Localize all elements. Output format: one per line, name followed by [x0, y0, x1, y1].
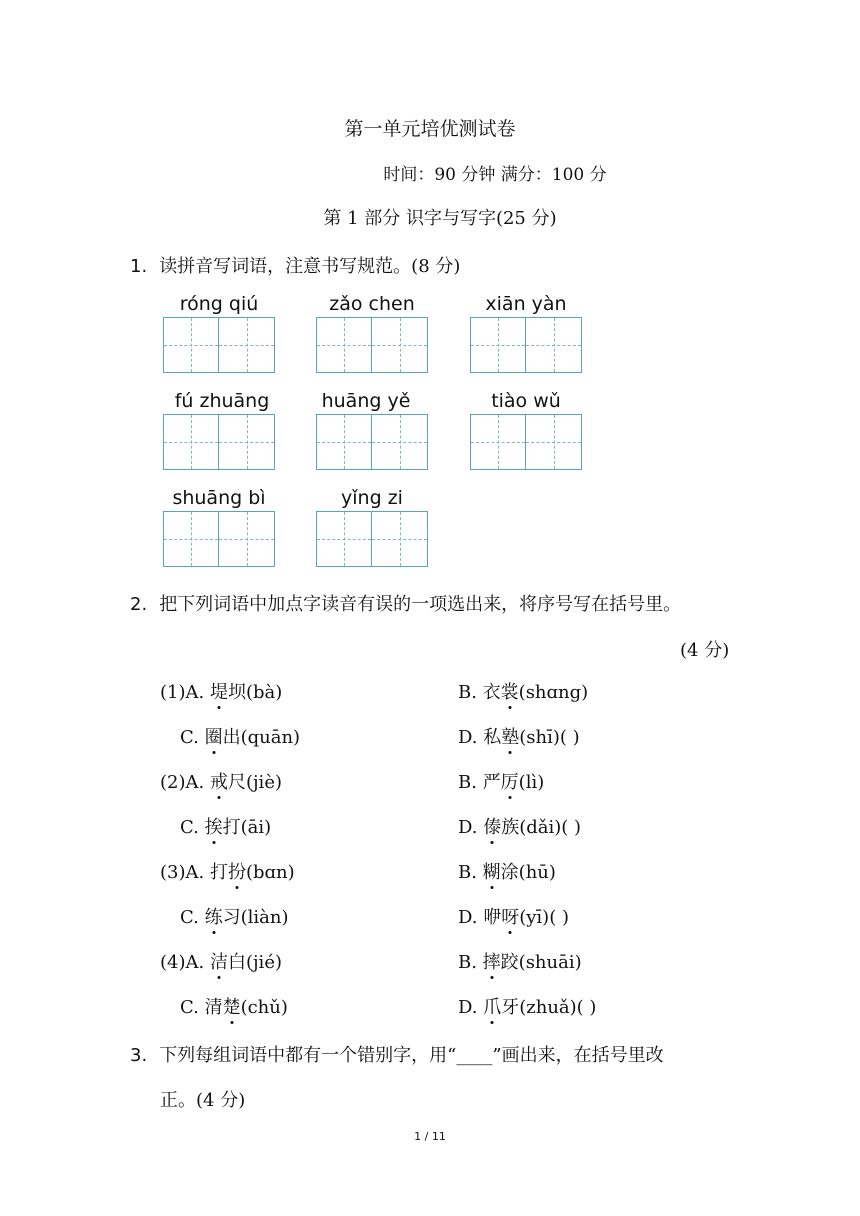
question-number: 3.	[130, 1045, 148, 1066]
pinyin-label: shuāng bì	[172, 487, 266, 509]
writing-grid[interactable]	[163, 414, 275, 470]
writing-grid[interactable]	[316, 317, 428, 373]
pinyin-label: tiào wǔ	[491, 390, 561, 412]
question-3	[130, 1041, 664, 1067]
option-c: C. 挨打(āi)	[180, 817, 272, 838]
question-text: 把下列词语中加点字读音有误的一项选出来，将序号写在括号里。	[159, 594, 682, 615]
section-heading: 第 1 部分 识字与写字(25 分)	[323, 208, 557, 229]
option-c: C. 练习(liàn)	[180, 907, 289, 928]
writing-grid[interactable]	[470, 317, 582, 373]
pinyin-label: zǎo chen	[329, 293, 415, 315]
question-text: 读拼音写词语，注意书写规范。(8 分)	[159, 256, 461, 277]
writing-grid[interactable]	[163, 511, 275, 567]
writing-grid[interactable]	[163, 317, 275, 373]
question-score: (4 分)	[680, 640, 730, 661]
option-b: B. 糊涂(hū)	[458, 862, 556, 883]
option-a: (3)A. 打扮(bɑn)	[160, 862, 295, 883]
question-text-continued: 正。(4 分)	[160, 1090, 246, 1111]
writing-grid[interactable]	[470, 414, 582, 470]
option-d[interactable]: D. 私塾(shī)( )	[458, 727, 580, 748]
option-b: B. 衣裳(shɑng)	[458, 682, 589, 703]
question-number: 1.	[130, 256, 148, 277]
writing-grid[interactable]	[316, 414, 428, 470]
option-b: B. 摔跤(shuāi)	[458, 952, 582, 973]
pinyin-label: xiān yàn	[485, 293, 567, 315]
question-1	[130, 252, 460, 278]
pinyin-label: fú zhuāng	[174, 390, 270, 412]
option-d[interactable]: D. 傣族(dǎi)( )	[458, 817, 582, 838]
option-c: C. 清楚(chǔ)	[180, 997, 288, 1018]
page-number: 1 / 11	[414, 1130, 446, 1143]
question-2	[130, 590, 681, 616]
question-number: 2.	[130, 594, 148, 615]
option-b: B. 严厉(lì)	[458, 772, 545, 793]
option-c: C. 圈出(quān)	[180, 727, 301, 748]
option-a: (4)A. 洁白(jié)	[160, 952, 282, 973]
exam-meta: 时间：90 分钟 满分：100 分	[383, 165, 607, 185]
pinyin-label: róng qiú	[179, 293, 259, 315]
option-d[interactable]: D. 咿呀(yī)( )	[458, 907, 569, 928]
option-d[interactable]: D. 爪牙(zhuǎ)( )	[458, 997, 597, 1018]
pinyin-label: yǐng zi	[341, 487, 403, 509]
option-a: (2)A. 戒尺(jiè)	[160, 772, 282, 793]
pinyin-label: huāng yě	[321, 390, 411, 412]
option-a: (1)A. 堤坝(bà)	[160, 682, 283, 703]
writing-grid[interactable]	[316, 511, 428, 567]
question-text: 下列每组词语中都有一个错别字，用“____”画出来，在括号里改	[159, 1045, 664, 1066]
page-title: 第一单元培优测试卷	[344, 118, 516, 140]
